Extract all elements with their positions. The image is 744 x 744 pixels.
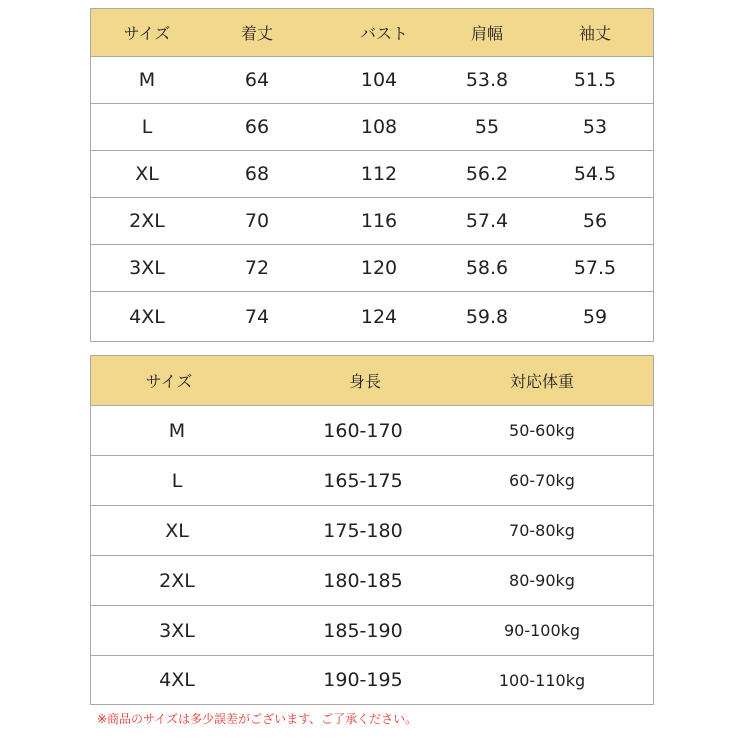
weight-cell: 50-60kg [509, 421, 575, 440]
table-row [91, 556, 653, 606]
bust-cell: 108 [360, 116, 398, 138]
sleeve-cell: 54.5 [573, 163, 617, 185]
fit-guide-table-header [91, 356, 653, 406]
size-cell: 4XL [159, 669, 195, 691]
size-disclaimer-note: ※商品のサイズは多少誤差がございます、ご了承ください。 [97, 712, 418, 726]
sleeve-cell: 51.5 [573, 69, 617, 91]
size-cell: L [171, 469, 183, 492]
sleeve-cell: 59 [582, 305, 608, 328]
weight-cell: 70-80kg [509, 521, 575, 540]
height-cell: 175-180 [323, 519, 403, 542]
table-row [91, 245, 653, 292]
bust-cell: 116 [360, 210, 398, 232]
size-cell: L [141, 116, 153, 138]
length-cell: 74 [244, 305, 270, 328]
length-cell: 66 [244, 116, 270, 138]
shoulder-cell: 59.8 [465, 305, 509, 328]
header-height: 身長 [348, 372, 381, 391]
table-row [91, 57, 653, 104]
table-row [91, 406, 653, 456]
shoulder-cell: 56.2 [465, 163, 509, 185]
header-bust: バスト [359, 24, 408, 43]
header-sleeve: 袖丈 [578, 24, 611, 43]
size-cell: XL [165, 519, 189, 542]
size-cell: XL [135, 163, 159, 185]
size-cell: 3XL [159, 619, 195, 642]
shoulder-cell: 57.4 [465, 210, 509, 232]
sleeve-cell: 56 [582, 210, 608, 232]
table-row [91, 292, 653, 341]
table-row [91, 506, 653, 556]
height-cell: 180-185 [323, 569, 403, 592]
sleeve-cell: 53 [582, 116, 608, 138]
shoulder-cell: 53.8 [465, 69, 509, 91]
height-cell: 190-195 [323, 669, 403, 691]
shoulder-cell: 55 [474, 116, 500, 138]
table-row [91, 104, 653, 151]
table-row [91, 606, 653, 656]
table-row [91, 151, 653, 198]
table-row [91, 456, 653, 506]
sleeve-cell: 57.5 [573, 257, 617, 279]
height-cell: 160-170 [323, 419, 403, 442]
length-cell: 64 [244, 69, 270, 91]
size-cell: M [138, 69, 156, 91]
size-cell: 2XL [129, 210, 165, 232]
height-cell: 165-175 [323, 469, 403, 492]
bust-cell: 112 [360, 163, 398, 185]
weight-cell: 100-110kg [498, 670, 586, 690]
size-cell: 2XL [159, 569, 195, 592]
header-size: サイズ [123, 24, 171, 43]
header-weight: 対応体重 [509, 372, 574, 391]
weight-cell: 90-100kg [503, 621, 581, 640]
size-cell: M [168, 419, 186, 442]
length-cell: 70 [244, 210, 270, 232]
bust-cell: 104 [360, 69, 398, 91]
bust-cell: 124 [360, 305, 398, 328]
fit-guide-table [90, 355, 654, 705]
weight-cell: 80-90kg [509, 571, 575, 590]
length-cell: 72 [244, 257, 270, 279]
size-cell: 3XL [129, 257, 165, 279]
table-row [91, 198, 653, 245]
shoulder-cell: 58.6 [465, 257, 509, 279]
header-length: 着丈 [240, 24, 273, 43]
bust-cell: 120 [360, 257, 398, 279]
header-size: サイズ [145, 372, 193, 391]
header-shoulder: 肩幅 [470, 24, 503, 43]
weight-cell: 60-70kg [509, 471, 575, 490]
measurement-table [90, 8, 654, 342]
table-row [91, 656, 653, 704]
measurement-table-header [91, 9, 653, 57]
length-cell: 68 [244, 163, 270, 185]
height-cell: 185-190 [323, 619, 403, 642]
size-cell: 4XL [129, 305, 165, 328]
